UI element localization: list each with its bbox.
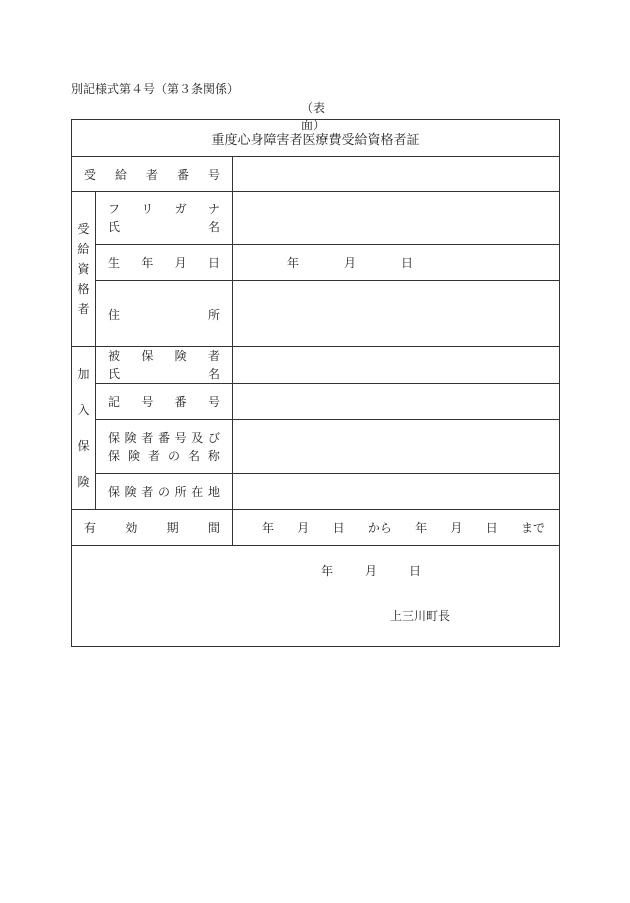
label-char: 者 bbox=[141, 430, 154, 445]
vertical-label-char: 給 bbox=[77, 242, 90, 256]
label-char: 年 bbox=[141, 256, 154, 270]
label-char: 号 bbox=[174, 430, 187, 445]
label-char: 者 bbox=[145, 167, 158, 182]
label-char: 所 bbox=[207, 308, 220, 322]
vertical-label-char: 入 bbox=[77, 403, 90, 417]
validity-period-value[interactable] bbox=[233, 510, 560, 546]
birth-date-label bbox=[96, 245, 233, 281]
furigana-name-label bbox=[96, 192, 233, 245]
label-char: 者 bbox=[207, 349, 220, 363]
label-char: 番 bbox=[174, 395, 187, 409]
label-char: 住 bbox=[108, 308, 121, 322]
label-char: 険 bbox=[124, 485, 137, 499]
start-day-unit: 日 bbox=[332, 521, 345, 535]
insurer-location-value[interactable] bbox=[233, 474, 560, 510]
label-char: の bbox=[167, 448, 180, 463]
insurer-location-label bbox=[96, 474, 233, 510]
label-char: 者 bbox=[147, 448, 160, 463]
label-text bbox=[96, 254, 232, 271]
vertical-label-char: 格 bbox=[77, 282, 90, 296]
form-number: 別記様式第４号（第３条関係） bbox=[71, 82, 240, 96]
validity-period-label bbox=[72, 510, 233, 546]
issuance-section bbox=[72, 546, 560, 647]
label-text bbox=[96, 304, 232, 323]
label-char: 名 bbox=[187, 448, 200, 463]
issuer-name: 上三川町長 bbox=[390, 609, 451, 623]
label-char: 保 bbox=[141, 349, 154, 363]
issue-month-unit: 月 bbox=[364, 564, 377, 578]
label-text bbox=[108, 365, 220, 383]
label-text bbox=[108, 447, 220, 465]
label-char: 名 bbox=[207, 220, 220, 234]
start-month-unit: 月 bbox=[297, 521, 310, 535]
insured-name-label bbox=[96, 347, 233, 384]
label-char: ナ bbox=[207, 202, 220, 216]
label-text bbox=[72, 519, 232, 536]
label-char: び bbox=[207, 430, 220, 445]
vertical-label-char: 保 bbox=[77, 439, 90, 453]
insurer-number-name-label bbox=[96, 420, 233, 474]
label-char: 番 bbox=[157, 430, 170, 445]
label-char: 記 bbox=[108, 395, 121, 409]
vertical-label-char: 資 bbox=[77, 262, 90, 276]
issue-day-unit: 日 bbox=[408, 564, 421, 578]
symbol-number-value[interactable] bbox=[233, 384, 560, 420]
label-text bbox=[108, 429, 220, 447]
birth-date-value[interactable] bbox=[233, 245, 560, 281]
label-char: 受 bbox=[84, 167, 97, 182]
label-text bbox=[108, 347, 220, 365]
side-label: （表面） bbox=[300, 101, 325, 132]
label-char: 号 bbox=[207, 167, 220, 182]
recipient-number-value[interactable] bbox=[233, 157, 560, 192]
label-char: 険 bbox=[124, 430, 137, 445]
birth-day-unit: 日 bbox=[400, 256, 413, 270]
label-char: 在 bbox=[191, 485, 204, 499]
label-char: 所 bbox=[174, 485, 187, 499]
insurer-number-name-value[interactable] bbox=[233, 420, 560, 474]
label-char: フ bbox=[108, 202, 121, 216]
address-value[interactable] bbox=[233, 281, 560, 347]
issue-date bbox=[321, 562, 421, 579]
insurance-group-label bbox=[72, 347, 96, 510]
recipient-number-label bbox=[72, 157, 233, 192]
birth-month-unit: 月 bbox=[343, 256, 356, 270]
label-char: 号 bbox=[207, 395, 220, 409]
label-text bbox=[108, 200, 220, 218]
label-text bbox=[96, 483, 232, 500]
label-char: 間 bbox=[207, 521, 220, 535]
label-char: 保 bbox=[108, 430, 121, 445]
from-text: から bbox=[367, 521, 392, 535]
end-day-unit: 日 bbox=[485, 521, 498, 535]
vertical-label bbox=[72, 356, 95, 500]
label-text bbox=[72, 166, 232, 183]
label-char: の bbox=[157, 485, 170, 499]
label-char: 名 bbox=[207, 367, 220, 381]
label-char: 地 bbox=[207, 485, 220, 499]
certificate-title: 重度心身障害者医療費受給資格者証 bbox=[72, 120, 560, 157]
label-char: 月 bbox=[174, 256, 187, 270]
label-char: ガ bbox=[174, 202, 187, 216]
label-char: 保 bbox=[108, 448, 121, 463]
label-char: 日 bbox=[207, 256, 220, 270]
label-text bbox=[108, 218, 220, 236]
birth-year-unit: 年 bbox=[287, 256, 300, 270]
until-text: まで bbox=[520, 521, 545, 535]
label-char: 氏 bbox=[108, 367, 121, 381]
end-year-unit: 年 bbox=[415, 521, 428, 535]
vertical-label-char: 者 bbox=[77, 302, 90, 316]
end-month-unit: 月 bbox=[450, 521, 463, 535]
symbol-number-label bbox=[96, 384, 233, 420]
label-char: 称 bbox=[207, 448, 220, 463]
label-char: 号 bbox=[141, 395, 154, 409]
label-char: 氏 bbox=[108, 220, 121, 234]
issue-year-unit: 年 bbox=[321, 564, 334, 578]
certificate-table bbox=[71, 119, 560, 647]
label-text bbox=[96, 393, 232, 410]
label-char: 有 bbox=[84, 521, 97, 535]
label-char: 番 bbox=[176, 167, 189, 182]
label-char: 者 bbox=[141, 485, 154, 499]
label-char: 期 bbox=[166, 521, 179, 535]
name-value[interactable] bbox=[233, 192, 560, 245]
label-char: 保 bbox=[108, 485, 121, 499]
start-year-unit: 年 bbox=[262, 521, 275, 535]
vertical-label-char: 加 bbox=[77, 367, 90, 381]
label-char: 生 bbox=[108, 256, 121, 270]
address-label bbox=[96, 281, 233, 347]
label-char: 給 bbox=[114, 167, 127, 182]
label-char: リ bbox=[141, 202, 154, 216]
label-char: 効 bbox=[125, 521, 138, 535]
insured-name-value[interactable] bbox=[233, 347, 560, 384]
vertical-label-char: 受 bbox=[77, 222, 90, 236]
label-char: 及 bbox=[191, 430, 204, 445]
label-char: 被 bbox=[108, 349, 121, 363]
qualified-person-group-label bbox=[72, 192, 96, 347]
label-char: 険 bbox=[174, 349, 187, 363]
label-char: 険 bbox=[127, 448, 140, 463]
vertical-label bbox=[72, 219, 95, 319]
vertical-label-char: 険 bbox=[77, 475, 90, 489]
